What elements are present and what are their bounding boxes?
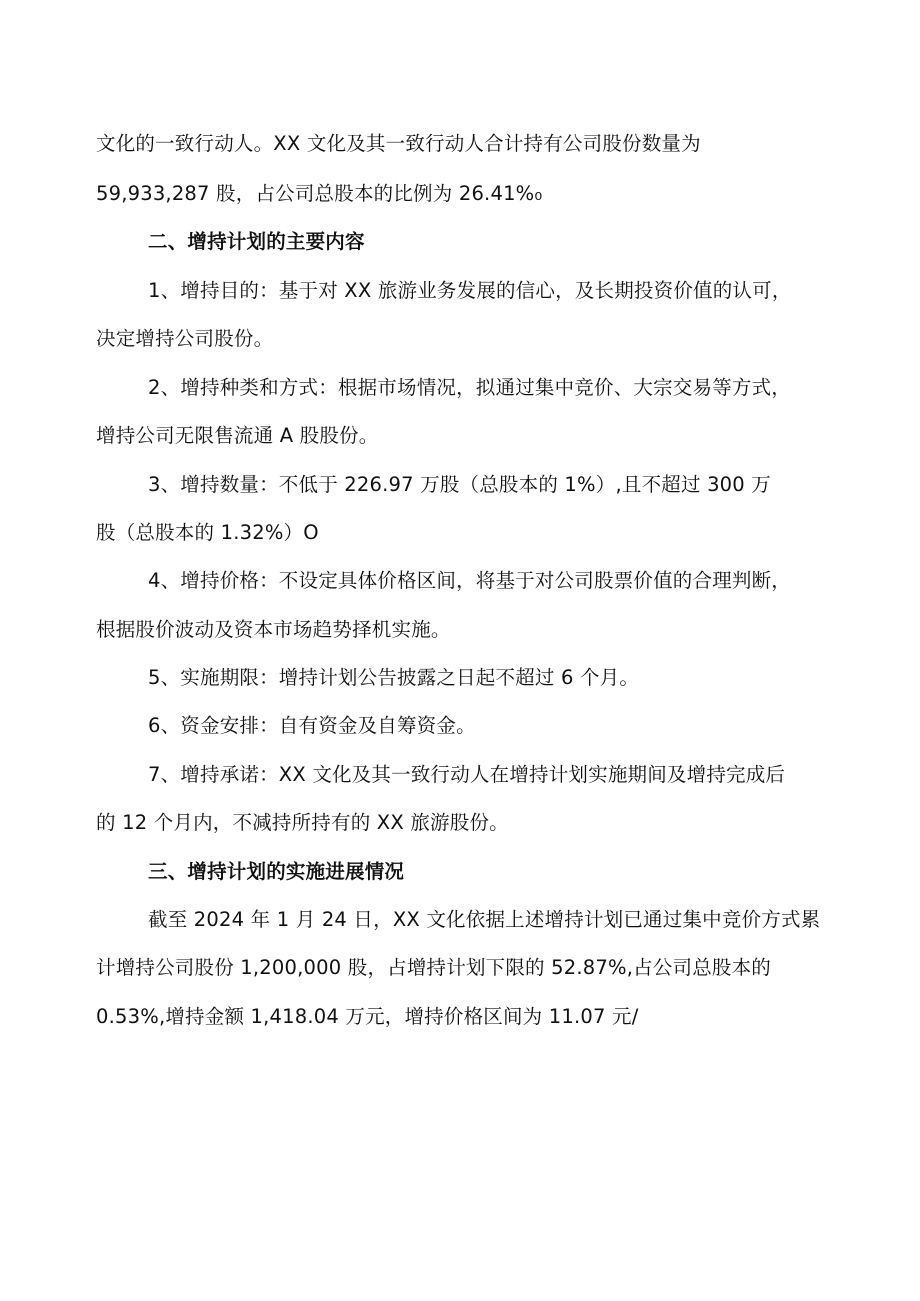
text-line-19: 0.53%,增持金额 1,418.04 万元，增持价格区间为 11.07 元/ bbox=[96, 1005, 639, 1028]
text-line-2: 59,933,287 股，占公司总股本的比例为 26.41%₀ bbox=[96, 182, 543, 205]
text-line-1: 文化的一致行动人。XX 文化及其一致行动人合计持有公司股份数量为 bbox=[96, 132, 701, 155]
text-line-9: 股（总股本的 1.32%）O bbox=[96, 521, 319, 544]
section-heading-3: 三、增持计划的实施进展情况 bbox=[148, 860, 405, 883]
text-line-14: 7、增持承诺：XX 文化及其一致行动人在增持计划实施期间及增持完成后 bbox=[148, 763, 786, 786]
text-line-8: 3、增持数量：不低于 226.97 万股（总股本的 1%）,且不超过 300 万 bbox=[148, 473, 771, 496]
text-line-18: 计增持公司股份 1,200,000 股，占增持计划下限的 52.87%,占公司总股本的 bbox=[96, 956, 771, 979]
text-line-11: 根据股价波动及资本市场趋势择机实施。 bbox=[96, 618, 451, 641]
section-heading-2: 二、增持计划的主要内容 bbox=[148, 230, 365, 253]
text-line-12: 5、实施期限：增持计划公告披露之日起不超过 6 个月。 bbox=[148, 666, 640, 689]
text-line-10: 4、增持价格：不设定具体价格区间，将基于对公司股票价值的合理判断， bbox=[148, 569, 792, 592]
text-line-17: 截至 2024 年 1 月 24 日，XX 文化依据上述增持计划已通过集中竞价方式累 bbox=[148, 908, 821, 931]
text-line-5: 决定增持公司股份。 bbox=[96, 327, 274, 350]
text-line-6: 2、增持种类和方式：根据市场情况，拟通过集中竞价、大宗交易等方式， bbox=[148, 376, 792, 399]
text-line-4: 1、增持目的：基于对 XX 旅游业务发展的信心，及长期投资价值的认可， bbox=[148, 279, 792, 302]
text-line-7: 增持公司无限售流通 A 股股份。 bbox=[96, 424, 379, 447]
text-line-13: 6、资金安排：自有资金及自筹资金。 bbox=[148, 714, 476, 737]
text-line-15: 的 12 个月内，不减持所持有的 XX 旅游股份。 bbox=[96, 811, 509, 834]
